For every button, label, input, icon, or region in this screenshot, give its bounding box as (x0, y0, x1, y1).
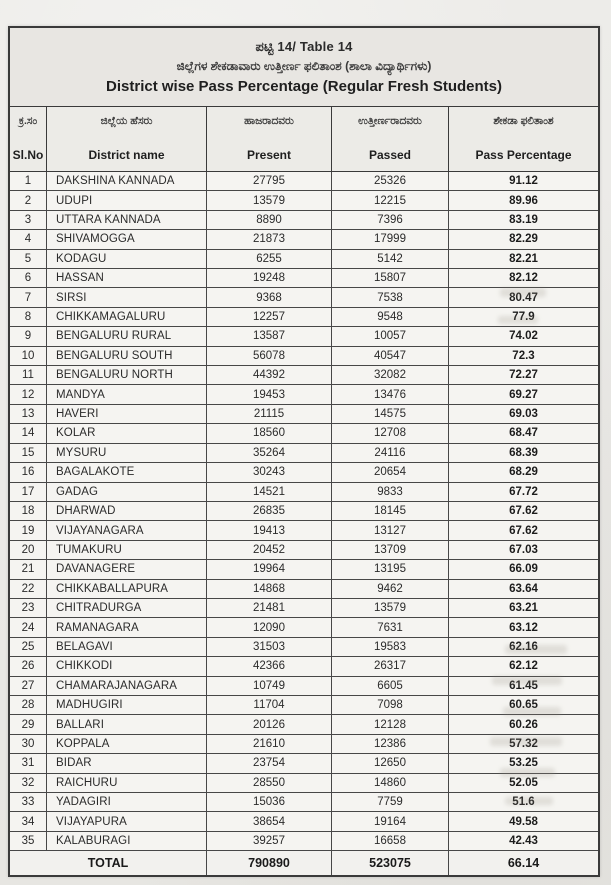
cell-slno: 7 (10, 288, 47, 306)
cell-slno: 24 (10, 618, 47, 636)
cell-district: BAGALAKOTE (47, 463, 207, 481)
cell-slno: 16 (10, 463, 47, 481)
cell-passed: 24116 (332, 444, 449, 462)
cell-passed: 26317 (332, 657, 449, 675)
cell-district: SHIVAMOGGA (47, 230, 207, 248)
cell-slno: 29 (10, 715, 47, 733)
cell-passed: 12128 (332, 715, 449, 733)
cell-present: 21873 (207, 230, 332, 248)
cell-district: UDUPI (47, 191, 207, 209)
cell-slno: 6 (10, 269, 47, 287)
cell-slno: 26 (10, 657, 47, 675)
total-pass-percentage: 66.14 (507, 856, 540, 870)
cell-present: 23754 (207, 754, 332, 772)
table-row (10, 483, 598, 502)
cell-present: 30243 (207, 463, 332, 481)
cell-slno: 10 (10, 347, 47, 365)
cell-slno: 31 (10, 754, 47, 772)
cell-passed: 13709 (332, 541, 449, 559)
table-row (10, 812, 598, 831)
cell-passed: 17999 (332, 230, 449, 248)
table-row (10, 172, 598, 191)
cell-slno: 21 (10, 560, 47, 578)
cell-passed: 9462 (332, 580, 449, 598)
cell-pass-percentage: 49.58 (509, 815, 538, 828)
cell-present: 20452 (207, 541, 332, 559)
cell-passed: 10057 (332, 327, 449, 345)
table-row (10, 696, 598, 715)
cell-pass-percentage: 82.21 (509, 252, 538, 265)
cell-slno: 1 (10, 172, 47, 190)
header-district-kannada: ಜಿಲ್ಲೆಯ ಹೆಸರು (100, 115, 153, 127)
cell-present: 12090 (207, 618, 332, 636)
cell-slno: 35 (10, 832, 47, 850)
table-row (10, 444, 598, 463)
cell-district: GADAG (47, 483, 207, 501)
total-present: 790890 (207, 851, 332, 875)
cell-passed: 32082 (332, 366, 449, 384)
cell-district: KOPPALA (47, 735, 207, 753)
cell-slno: 4 (10, 230, 47, 248)
cell-pass-percentage: 91.12 (509, 175, 538, 188)
cell-passed: 7098 (332, 696, 449, 714)
header-pass-percentage-kannada: ಶೇಕಡಾ ಫಲಿತಾಂಶ (493, 115, 554, 127)
cell-district: BELAGAVI (47, 638, 207, 656)
cell-present: 19413 (207, 521, 332, 539)
table-title-english: District wise Pass Percentage (Regular Fresh Students) (106, 78, 502, 95)
cell-pass-percentage: 68.39 (509, 446, 538, 459)
cell-slno: 9 (10, 327, 47, 345)
cell-slno: 19 (10, 521, 47, 539)
table-row (10, 832, 598, 851)
cell-district: CHITRADURGA (47, 599, 207, 617)
table-row (10, 521, 598, 540)
cell-present: 10749 (207, 677, 332, 695)
table-row (10, 211, 598, 230)
cell-passed: 13195 (332, 560, 449, 578)
header-cell-district (47, 107, 207, 171)
header-slno-english: Sl.No (12, 148, 44, 162)
cell-passed: 25326 (332, 172, 449, 190)
header-cell-present (207, 107, 332, 171)
header-cell-slno (10, 107, 47, 171)
cell-present: 21115 (207, 405, 332, 423)
cell-present: 38654 (207, 812, 332, 830)
table-row (10, 308, 598, 327)
header-cell-pass-percentage (449, 107, 598, 171)
cell-slno: 20 (10, 541, 47, 559)
cell-district: DHARWAD (47, 502, 207, 520)
cell-passed: 7759 (332, 793, 449, 811)
header-present-kannada: ಹಾಜರಾದವರು (244, 115, 294, 127)
table-row (10, 715, 598, 734)
table-total-row (10, 851, 598, 875)
cell-pass-percentage: 61.45 (509, 679, 538, 692)
cell-present: 20126 (207, 715, 332, 733)
cell-slno: 14 (10, 424, 47, 442)
cell-pass-percentage: 83.19 (509, 214, 538, 227)
cell-slno: 18 (10, 502, 47, 520)
table-row (10, 405, 598, 424)
cell-passed: 9548 (332, 308, 449, 326)
table-row (10, 385, 598, 404)
cell-district: VIJAYAPURA (47, 812, 207, 830)
cell-district: MADHUGIRI (47, 696, 207, 714)
cell-slno: 11 (10, 366, 47, 384)
cell-slno: 28 (10, 696, 47, 714)
cell-present: 12257 (207, 308, 332, 326)
cell-passed: 13127 (332, 521, 449, 539)
table-row (10, 599, 598, 618)
cell-pass-percentage: 62.12 (509, 660, 538, 673)
total-passed: 523075 (332, 851, 449, 875)
cell-passed: 12215 (332, 191, 449, 209)
cell-present: 35264 (207, 444, 332, 462)
cell-passed: 12650 (332, 754, 449, 772)
table-row (10, 366, 598, 385)
cell-passed: 19164 (332, 812, 449, 830)
cell-pass-percentage: 82.29 (509, 233, 538, 246)
table-row (10, 288, 598, 307)
cell-present: 13579 (207, 191, 332, 209)
cell-district: KOLAR (47, 424, 207, 442)
cell-present: 21610 (207, 735, 332, 753)
cell-slno: 25 (10, 638, 47, 656)
cell-district: CHAMARAJANAGARA (47, 677, 207, 695)
cell-present: 31503 (207, 638, 332, 656)
cell-passed: 40547 (332, 347, 449, 365)
table-row (10, 774, 598, 793)
cell-pass-percentage: 42.43 (509, 835, 538, 848)
table-row (10, 618, 598, 637)
cell-pass-percentage: 67.72 (509, 485, 538, 498)
table-row (10, 327, 598, 346)
cell-slno: 15 (10, 444, 47, 462)
cell-passed: 6605 (332, 677, 449, 695)
cell-slno: 23 (10, 599, 47, 617)
cell-district: MANDYA (47, 385, 207, 403)
cell-passed: 9833 (332, 483, 449, 501)
cell-pass-percentage: 53.25 (509, 757, 538, 770)
cell-district: BENGALURU SOUTH (47, 347, 207, 365)
cell-passed: 13476 (332, 385, 449, 403)
cell-pass-percentage: 57.32 (509, 737, 538, 750)
cell-district: BALLARI (47, 715, 207, 733)
cell-pass-percentage: 52.05 (509, 776, 538, 789)
cell-pass-percentage: 68.29 (509, 466, 538, 479)
header-present-english: Present (246, 148, 292, 162)
header-passed-kannada: ಉತ್ತೀರ್ಣರಾದವರು (358, 115, 422, 127)
cell-slno: 22 (10, 580, 47, 598)
table-row (10, 541, 598, 560)
cell-district: RAICHURU (47, 774, 207, 792)
cell-passed: 7396 (332, 211, 449, 229)
cell-passed: 7538 (332, 288, 449, 306)
cell-present: 14521 (207, 483, 332, 501)
header-passed-english: Passed (368, 148, 412, 162)
table-body (10, 172, 598, 851)
cell-passed: 16658 (332, 832, 449, 850)
table-row (10, 502, 598, 521)
table-row (10, 463, 598, 482)
cell-present: 19964 (207, 560, 332, 578)
header-pass-percentage-english: Pass Percentage (475, 148, 572, 162)
cell-slno: 27 (10, 677, 47, 695)
cell-slno: 2 (10, 191, 47, 209)
total-label: TOTAL (10, 851, 207, 875)
cell-pass-percentage: 74.02 (509, 330, 538, 343)
cell-passed: 19583 (332, 638, 449, 656)
cell-passed: 12708 (332, 424, 449, 442)
cell-district: KALABURAGI (47, 832, 207, 850)
cell-pass-percentage: 82.12 (509, 272, 538, 285)
cell-pass-percentage: 72.27 (509, 369, 538, 382)
cell-district: DAKSHINA KANNADA (47, 172, 207, 190)
table-row (10, 191, 598, 210)
table-row (10, 735, 598, 754)
cell-slno: 30 (10, 735, 47, 753)
table-row (10, 638, 598, 657)
cell-pass-percentage: 60.65 (509, 699, 538, 712)
table-row (10, 580, 598, 599)
cell-district: BENGALURU RURAL (47, 327, 207, 345)
cell-present: 8890 (207, 211, 332, 229)
table-header-row (10, 107, 598, 172)
cell-pass-percentage: 51.6 (512, 796, 535, 809)
table-row (10, 560, 598, 579)
cell-pass-percentage: 63.12 (509, 621, 538, 634)
cell-present: 56078 (207, 347, 332, 365)
cell-district: VIJAYANAGARA (47, 521, 207, 539)
cell-passed: 18145 (332, 502, 449, 520)
cell-present: 15036 (207, 793, 332, 811)
cell-pass-percentage: 60.26 (509, 718, 538, 731)
cell-district: RAMANAGARA (47, 618, 207, 636)
table-row (10, 269, 598, 288)
cell-present: 26835 (207, 502, 332, 520)
cell-slno: 32 (10, 774, 47, 792)
table-row (10, 754, 598, 773)
cell-pass-percentage: 63.64 (509, 582, 538, 595)
cell-present: 21481 (207, 599, 332, 617)
cell-district: KODAGU (47, 250, 207, 268)
cell-present: 6255 (207, 250, 332, 268)
table-number-title: ಪಟ್ಟಿ 14/ Table 14 (255, 39, 353, 54)
cell-slno: 12 (10, 385, 47, 403)
cell-pass-percentage: 68.47 (509, 427, 538, 440)
table-row (10, 677, 598, 696)
cell-pass-percentage: 72.3 (512, 349, 535, 362)
cell-slno: 5 (10, 250, 47, 268)
cell-present: 11704 (207, 696, 332, 714)
cell-district: YADAGIRI (47, 793, 207, 811)
table-row (10, 250, 598, 269)
table-row (10, 424, 598, 443)
cell-pass-percentage: 77.9 (512, 311, 535, 324)
cell-passed: 13579 (332, 599, 449, 617)
header-cell-passed (332, 107, 449, 171)
cell-pass-percentage: 62.16 (509, 640, 538, 653)
header-slno-kannada: ಕ್ರ.ಸಂ (18, 115, 38, 127)
cell-slno: 34 (10, 812, 47, 830)
cell-district: HAVERI (47, 405, 207, 423)
cell-district: BIDAR (47, 754, 207, 772)
cell-district: HASSAN (47, 269, 207, 287)
cell-passed: 5142 (332, 250, 449, 268)
cell-district: BENGALURU NORTH (47, 366, 207, 384)
cell-slno: 3 (10, 211, 47, 229)
cell-passed: 14575 (332, 405, 449, 423)
cell-present: 18560 (207, 424, 332, 442)
cell-district: CHIKKODI (47, 657, 207, 675)
table-row (10, 793, 598, 812)
cell-passed: 15807 (332, 269, 449, 287)
cell-present: 44392 (207, 366, 332, 384)
cell-passed: 7631 (332, 618, 449, 636)
cell-district: UTTARA KANNADA (47, 211, 207, 229)
table-title-block (10, 28, 598, 107)
cell-district: MYSURU (47, 444, 207, 462)
cell-pass-percentage: 89.96 (509, 194, 538, 207)
cell-present: 39257 (207, 832, 332, 850)
cell-present: 42366 (207, 657, 332, 675)
table-row (10, 657, 598, 676)
cell-slno: 33 (10, 793, 47, 811)
cell-slno: 8 (10, 308, 47, 326)
cell-pass-percentage: 63.21 (509, 602, 538, 615)
cell-district: SIRSI (47, 288, 207, 306)
cell-pass-percentage: 66.09 (509, 563, 538, 576)
cell-passed: 20654 (332, 463, 449, 481)
cell-present: 14868 (207, 580, 332, 598)
cell-pass-percentage: 67.62 (509, 505, 538, 518)
pass-percentage-table (8, 26, 600, 877)
cell-present: 28550 (207, 774, 332, 792)
cell-district: CHIKKABALLAPURA (47, 580, 207, 598)
cell-present: 27795 (207, 172, 332, 190)
cell-present: 9368 (207, 288, 332, 306)
table-row (10, 230, 598, 249)
table-row (10, 347, 598, 366)
cell-pass-percentage: 67.62 (509, 524, 538, 537)
cell-pass-percentage: 80.47 (509, 291, 538, 304)
cell-slno: 17 (10, 483, 47, 501)
cell-district: DAVANAGERE (47, 560, 207, 578)
cell-pass-percentage: 69.27 (509, 388, 538, 401)
cell-district: CHIKKAMAGALURU (47, 308, 207, 326)
table-title-kannada: ಜಿಲ್ಲೆಗಳ ಶೇಕಡಾವಾರು ಉತ್ತೀರ್ಣ ಫಲಿತಾಂಶ (ಶಾಲಾ ವಿದ್ಯಾರ್ಥಿಗಳು) (176, 59, 432, 73)
cell-present: 19453 (207, 385, 332, 403)
cell-present: 13587 (207, 327, 332, 345)
cell-passed: 12386 (332, 735, 449, 753)
cell-slno: 13 (10, 405, 47, 423)
cell-passed: 14860 (332, 774, 449, 792)
cell-district: TUMAKURU (47, 541, 207, 559)
cell-present: 19248 (207, 269, 332, 287)
cell-pass-percentage: 67.03 (509, 543, 538, 556)
cell-pass-percentage: 69.03 (509, 408, 538, 421)
header-district-english: District name (88, 148, 165, 162)
